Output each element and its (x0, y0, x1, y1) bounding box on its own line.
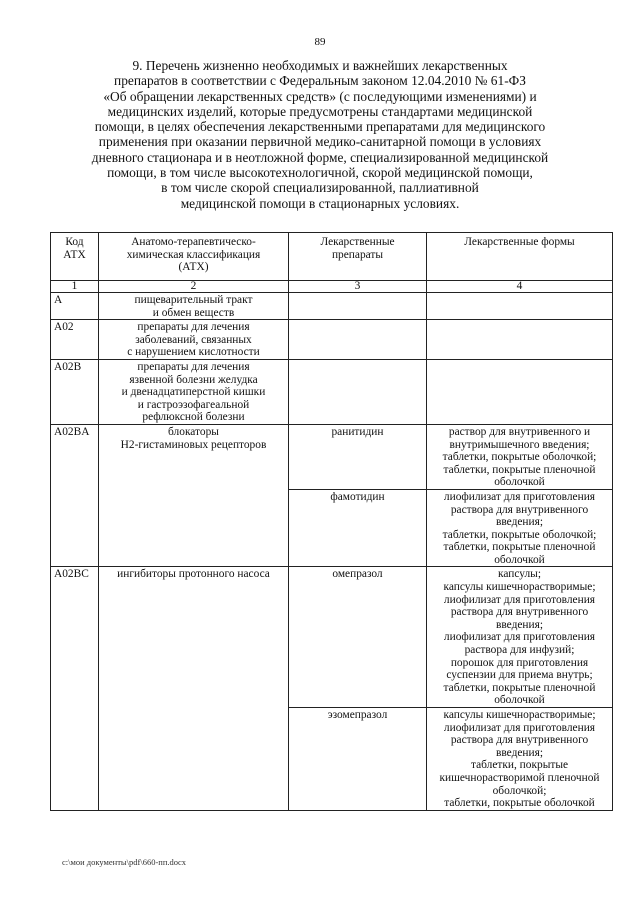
empty-cell (289, 293, 427, 320)
text-line: лиофилизат для приготовления (443, 593, 596, 606)
text-line: блокаторы (168, 425, 219, 438)
text-line: раствора для внутривенного (450, 734, 589, 747)
empty-cell (289, 320, 427, 360)
table-row (51, 424, 613, 489)
text-line: таблетки, покрытые пленочной (443, 681, 596, 694)
atc-classification (99, 567, 289, 810)
text-line: химическая классификация (126, 248, 261, 261)
atc-code: A02BC (51, 567, 99, 810)
text-line: кишечнорастворимой пленочной (439, 771, 600, 784)
drug-name: омепразол (289, 567, 427, 708)
atc-classification (99, 359, 289, 424)
text-line: АТХ (63, 248, 86, 261)
text-line: «Об обращении лекарственных средств» (с последующими изменениями) и (103, 88, 537, 104)
text-line: препараты для лечения (137, 321, 250, 334)
text-line: дневного стационара и в неотложной форме, специализированной медицинской (91, 149, 549, 165)
text-line: заболеваний, связанных (135, 333, 252, 346)
atc-code: A02B (51, 359, 99, 424)
text-line: лиофилизат для приготовления (443, 721, 596, 734)
text-line: внутримышечного введения; (449, 438, 590, 451)
text-line: помощи, в том числе высокотехнологичной, скорой медицинской помощи, (107, 165, 533, 181)
text-line: введения; (495, 618, 544, 631)
text-line: порошок для приготовления (450, 656, 589, 669)
text-line: введения; (495, 746, 544, 759)
text-line: оболочкой; (492, 784, 547, 797)
text-line: оболочкой (494, 553, 545, 566)
header-forms (427, 233, 613, 281)
text-line: препараты для лечения (137, 360, 250, 373)
text-line: и обмен веществ (152, 306, 235, 319)
text-line: введения; (495, 516, 544, 529)
text-line: в том числе скорой специализированной, паллиативной (161, 180, 479, 196)
text-line: лиофилизат для приготовления (443, 490, 596, 503)
text-line: таблетки, покрытые оболочкой; (442, 451, 597, 464)
drug-list-table (50, 232, 613, 811)
header-classification (99, 233, 289, 281)
text-line: таблетки, покрытые (470, 759, 569, 772)
text-line: оболочкой (494, 694, 545, 707)
text-line: капсулы кишечнорастворимые; (443, 709, 596, 721)
text-line: 9. Перечень жизненно необходимых и важнейших лекарственных (132, 58, 508, 73)
text-line: и двенадцатиперстной кишки (121, 386, 266, 399)
page-number: 89 (314, 36, 326, 48)
text-line: таблетки, покрытые пленочной (443, 463, 596, 476)
atc-classification (99, 320, 289, 360)
text-line: лиофилизат для приготовления (443, 631, 596, 644)
text-line: препаратов в соответствии с Федеральным законом 12.04.2010 № 61-ФЗ (114, 73, 526, 89)
text-line: таблетки, покрытые оболочкой; (442, 528, 597, 541)
text-line: рефлюксной болезни (142, 411, 245, 424)
text-line: H2-гистаминовых рецепторов (120, 438, 267, 451)
text-line: капсулы; (498, 568, 541, 581)
drug-name: эзомепразол (289, 708, 427, 811)
column-number: 1 (51, 281, 99, 293)
empty-cell (289, 359, 427, 424)
text-line: раствора для инфузий; (464, 644, 575, 657)
text-line: таблетки, покрытые пленочной (443, 541, 596, 554)
file-path-footer: c:\мои документы\pdf\660-пп.docx (62, 857, 187, 867)
text-line: Лекарственные формы (464, 236, 575, 248)
text-line: оболочкой (494, 476, 545, 489)
text-line: раствора для внутривенного (450, 503, 589, 516)
text-line: помощи, в целях обеспечения лекарственными препаратами для медицинского (94, 119, 546, 135)
text-line: Лекарственные (320, 236, 395, 248)
text-line: раствор для внутривенного и (448, 425, 591, 438)
column-number: 4 (427, 281, 613, 293)
atc-classification (99, 424, 289, 567)
text-line: пищеварительный тракт (134, 294, 253, 306)
text-line: Анатомо-терапевтическо- (131, 236, 256, 248)
atc-code: A02 (51, 320, 99, 360)
atc-code: A (51, 293, 99, 320)
column-number: 2 (99, 281, 289, 293)
text-line: Код (65, 236, 84, 248)
column-number: 3 (289, 281, 427, 293)
text-line: медицинской помощи в стационарных условиях. (180, 195, 460, 211)
header-code (51, 233, 99, 281)
atc-classification (99, 293, 289, 320)
dosage-forms (427, 567, 613, 708)
table-row (51, 293, 613, 320)
table-row (51, 320, 613, 360)
drug-name: ранитидин (289, 424, 427, 489)
table-row (51, 359, 613, 424)
text-line: суспензии для приема внутрь; (446, 669, 593, 682)
text-line: и гастроэзофагеальной (137, 398, 250, 411)
atc-code: A02BA (51, 424, 99, 567)
text-line: применения при оказании первичной медико-санитарной помощи в условиях (98, 134, 542, 150)
column-number-row (51, 281, 613, 293)
table-header-row (51, 233, 613, 281)
text-line: язвенной болезни желудка (129, 373, 258, 386)
dosage-forms (427, 424, 613, 489)
text-line: раствора для внутривенного (450, 606, 589, 619)
text-line: капсулы кишечнорастворимые; (443, 581, 596, 594)
empty-cell (427, 359, 613, 424)
dosage-forms (427, 708, 613, 811)
text-line: медицинских изделий, которые предусмотрены стандартами медицинской (107, 103, 533, 119)
table-row (51, 567, 613, 708)
empty-cell (427, 293, 613, 320)
empty-cell (427, 320, 613, 360)
text-line: препараты (331, 248, 384, 261)
drug-name: фамотидин (289, 489, 427, 567)
text-line: с нарушением кислотности (127, 346, 260, 359)
document-title (70, 58, 570, 211)
dosage-forms (427, 489, 613, 567)
text-line: ингибиторы протонного насоса (117, 568, 270, 581)
text-line: таблетки, покрытые оболочкой (444, 797, 595, 810)
header-drugs (289, 233, 427, 281)
text-line: (АТХ) (178, 261, 209, 274)
